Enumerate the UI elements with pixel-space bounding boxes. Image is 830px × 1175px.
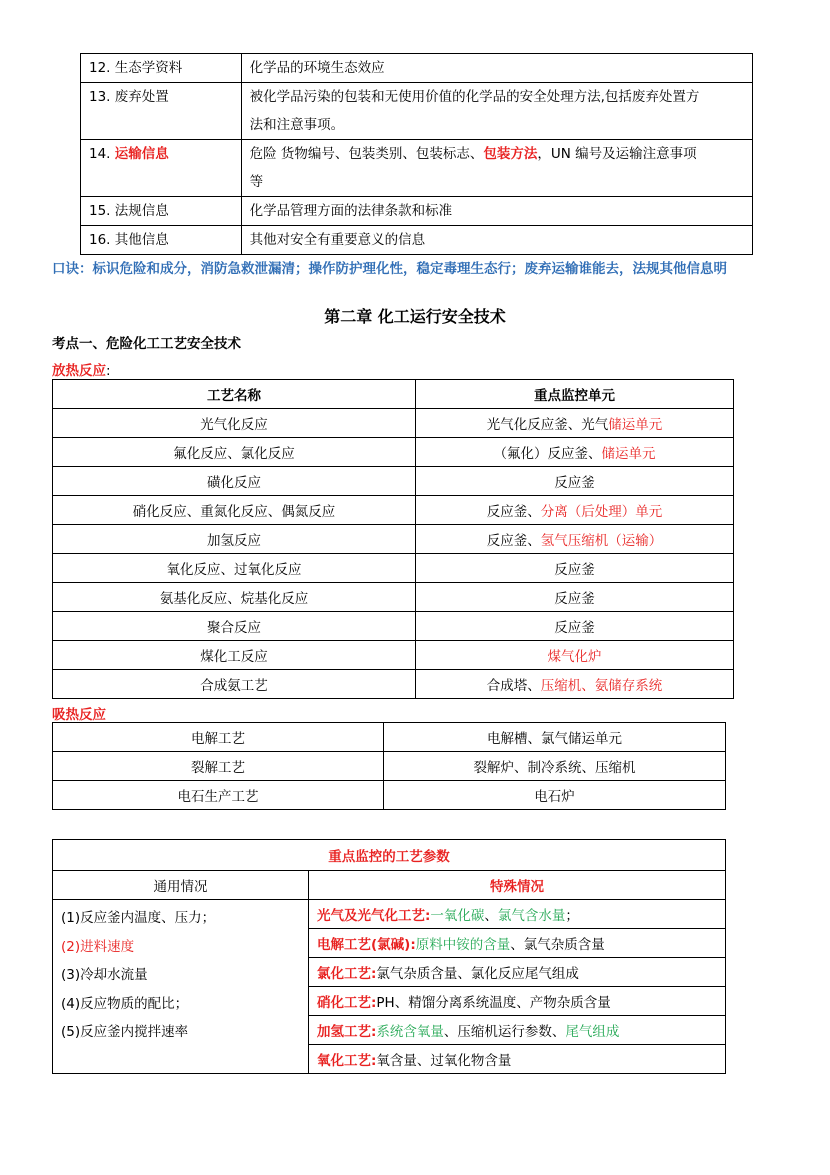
point-title: 考点一、危险化工工艺安全技术 <box>52 336 241 352</box>
table-title-row <box>53 840 726 871</box>
table-row <box>81 197 753 226</box>
mnemonic-text: 口诀：标识危险和成分，消防急救泄漏清；操作防护理化性，稳定毒理生态行；废弃运输谁能去，法规其他信息明 <box>52 261 727 277</box>
unit-cell <box>416 641 734 670</box>
item-desc-cell: 其他对安全有重要意义的信息 <box>241 226 752 255</box>
special-process-label: 电解工艺(氯碱): <box>317 937 416 953</box>
table-header-row <box>53 871 726 900</box>
unit-text: 合成塔、 <box>486 678 541 694</box>
table-row <box>53 900 726 929</box>
unit-cell <box>416 525 734 554</box>
unit-text: 反应釜 <box>554 620 595 636</box>
special-param-text: 尾气组成 <box>565 1024 620 1040</box>
table-row <box>53 781 726 810</box>
special-condition-cell <box>309 1045 726 1074</box>
endothermic-heading: 吸热反应 <box>52 707 106 723</box>
unit-text: 反应釜 <box>554 475 595 491</box>
table-row <box>53 641 734 670</box>
unit-highlight: 储运单元 <box>608 417 663 433</box>
general-header: 通用情况 <box>53 871 309 900</box>
table-row <box>81 226 753 255</box>
unit-text: 反应釜 <box>554 591 595 607</box>
unit-cell <box>416 583 734 612</box>
special-process-label: 氯化工艺: <box>317 966 377 982</box>
special-param-text: ； <box>565 908 579 924</box>
special-param-text: 、氯气杂质含量 <box>510 937 605 953</box>
special-param-text: 氯气杂质含量、氯化反应尾气组成 <box>376 966 579 982</box>
special-condition-cell <box>309 929 726 958</box>
special-param-text: PH、精馏分离系统温度、产物杂质含量 <box>376 995 611 1011</box>
process-cell: 磺化反应 <box>53 467 416 496</box>
unit-highlight: 储运单元 <box>601 446 656 462</box>
exothermic-table <box>52 379 734 699</box>
table-row <box>53 496 734 525</box>
params-table <box>52 839 726 1074</box>
column-header: 工艺名称 <box>53 380 416 409</box>
table-row <box>81 54 753 83</box>
unit-highlight: 煤气化炉 <box>547 649 602 665</box>
process-cell: 裂解工艺 <box>53 752 384 781</box>
table-row <box>53 723 726 752</box>
special-param-text: 、压缩机运行参数、 <box>443 1024 566 1040</box>
item-name-cell: 14. 运输信息 <box>81 140 242 197</box>
unit-text: 光气化反应釜、光气 <box>486 417 609 433</box>
special-condition-cell <box>309 987 726 1016</box>
unit-cell: 裂解炉、制冷系统、压缩机 <box>384 752 726 781</box>
table-row <box>81 83 753 140</box>
table-row <box>53 554 734 583</box>
general-condition-item: (2)进料速度 <box>61 938 135 955</box>
table-row <box>53 409 734 438</box>
process-cell: 电石生产工艺 <box>53 781 384 810</box>
general-condition-item: (1)反应釜内温度、压力； <box>61 910 216 926</box>
process-cell: 硝化反应、重氮化反应、偶氮反应 <box>53 496 416 525</box>
table-row <box>53 467 734 496</box>
item-desc-cell: 化学品的环境生态效应 <box>241 54 752 83</box>
general-conditions-cell <box>53 900 309 1074</box>
special-condition-cell <box>309 1016 726 1045</box>
unit-cell <box>416 554 734 583</box>
process-cell: 氟化反应、氯化反应 <box>53 438 416 467</box>
table-row <box>53 438 734 467</box>
table-row <box>53 752 726 781</box>
params-title: 重点监控的工艺参数 <box>53 840 726 871</box>
unit-text: （氟化）反应釜、 <box>493 446 602 462</box>
unit-cell <box>416 612 734 641</box>
special-param-text: 一氧化碳 <box>430 908 485 924</box>
unit-highlight: 分离（后处理）单元 <box>540 504 663 520</box>
unit-cell: 电石炉 <box>384 781 726 810</box>
unit-cell: 电解槽、氯气储运单元 <box>384 723 726 752</box>
general-condition-item: (5)反应釜内搅拌速率 <box>61 1024 189 1040</box>
table-row <box>53 525 734 554</box>
item-desc-cell: 被化学品污染的包装和无使用价值的化学品的安全处理方法,包括废弃处置方 法和注意事项。 <box>241 83 752 140</box>
unit-text: 反应釜、 <box>486 533 541 549</box>
unit-cell <box>416 496 734 525</box>
item-desc-cell: 化学品管理方面的法律条款和标准 <box>241 197 752 226</box>
item-desc-cell: 危险 货物编号、包装类别、包装标志、包装方法，UN 编号及运输注意事项 等 <box>241 140 752 197</box>
table-row <box>53 583 734 612</box>
special-param-text: 系统含氧量 <box>376 1024 444 1040</box>
general-condition-item: (4)反应物质的配比； <box>61 995 189 1012</box>
unit-cell <box>416 467 734 496</box>
unit-text: 反应釜、 <box>486 504 541 520</box>
special-process-label: 硝化工艺: <box>317 995 377 1011</box>
process-cell: 合成氨工艺 <box>53 670 416 699</box>
process-cell: 电解工艺 <box>53 723 384 752</box>
unit-cell <box>416 670 734 699</box>
process-cell: 光气化反应 <box>53 409 416 438</box>
item-name-cell: 13. 废弃处置 <box>81 83 242 140</box>
item-name-cell: 15. 法规信息 <box>81 197 242 226</box>
chapter-title: 第二章 化工运行安全技术 <box>324 307 506 326</box>
unit-highlight: 压缩机、氨储存系统 <box>540 678 663 694</box>
special-process-label: 加氢工艺: <box>317 1024 377 1040</box>
process-cell: 聚合反应 <box>53 612 416 641</box>
special-param-text: 氯气含水量 <box>497 908 566 924</box>
item-name-cell: 16. 其他信息 <box>81 226 242 255</box>
process-cell: 氧化反应、过氧化反应 <box>53 554 416 583</box>
table-row <box>81 140 753 197</box>
special-process-label: 氧化工艺: <box>317 1053 377 1069</box>
msds-items-table <box>80 53 753 255</box>
special-param-text: 氧含量、过氧化物含量 <box>376 1053 512 1069</box>
unit-text: 反应釜 <box>554 562 595 578</box>
process-cell: 氨基化反应、烷基化反应 <box>53 583 416 612</box>
unit-cell <box>416 438 734 467</box>
unit-highlight: 氢气压缩机（运输） <box>540 533 663 549</box>
special-condition-cell <box>309 958 726 987</box>
column-header: 重点监控单元 <box>416 380 734 409</box>
table-header-row <box>53 380 734 409</box>
exothermic-heading: 放热反应: <box>52 363 111 379</box>
special-param-text: 、 <box>484 908 498 924</box>
general-condition-item: (3)冷却水流量 <box>61 967 148 983</box>
special-header: 特殊情况 <box>309 871 726 900</box>
unit-cell <box>416 409 734 438</box>
special-param-text: 原料中铵的含量 <box>415 937 511 953</box>
item-name-cell: 12. 生态学资料 <box>81 54 242 83</box>
process-cell: 加氢反应 <box>53 525 416 554</box>
special-condition-cell <box>309 900 726 929</box>
special-process-label: 光气及光气化工艺: <box>317 908 431 924</box>
table-row <box>53 612 734 641</box>
table-row <box>53 670 734 699</box>
process-cell: 煤化工反应 <box>53 641 416 670</box>
endothermic-table <box>52 722 726 810</box>
